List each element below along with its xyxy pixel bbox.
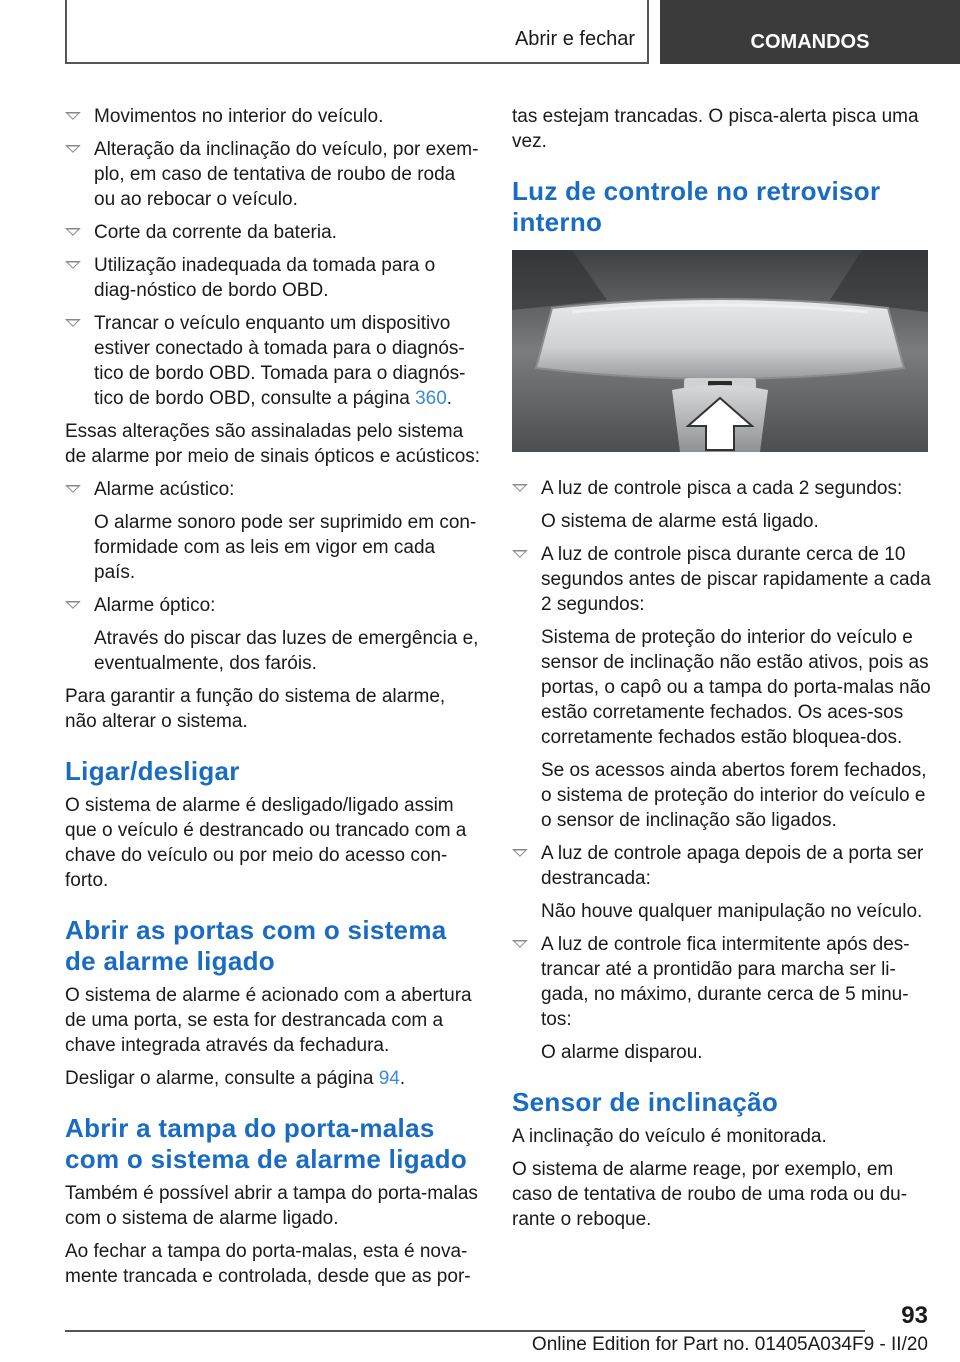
footer-divider bbox=[65, 1330, 865, 1332]
paragraph-alerts: Essas alterações são assinaladas pelo sistema de alarme por meio de sinais ópticos e acústicos: bbox=[65, 421, 481, 467]
triangle-bullet-icon bbox=[512, 484, 528, 492]
list-item-detail: O sistema de alarme está ligado. bbox=[541, 511, 819, 532]
section-title: Abrir e fechar bbox=[514, 28, 635, 50]
triangle-bullet-icon bbox=[65, 112, 81, 120]
list-item-text: A luz de controle apaga depois de a porta ser destrancada: bbox=[541, 843, 924, 889]
list-item-text: Corte da corrente da bateria. bbox=[94, 222, 337, 243]
punctuation: . bbox=[446, 388, 453, 409]
list-item bbox=[65, 137, 481, 212]
list-item-detail: O alarme disparou. bbox=[541, 1042, 703, 1063]
optical-description: Através do piscar das luzes de emergência e, eventualmente, dos faróis. bbox=[94, 628, 479, 674]
paragraph-tilt-2: O sistema de alarme reage, por exemplo, em caso de tentativa de roubo de uma roda ou du-rante o reboque. bbox=[512, 1159, 908, 1230]
heading-open-trunk: Abrir a tampa do porta-malas com o sistema de alarme ligado bbox=[65, 1113, 468, 1174]
list-item-text: A luz de controle pisca durante cerca de 10 segundos antes de piscar rapidamente a cada 2 segundos: bbox=[541, 544, 931, 615]
rearview-mirror-image bbox=[512, 250, 928, 452]
list-item bbox=[65, 253, 481, 303]
page-number: 93 bbox=[901, 1302, 928, 1329]
list-item-detail: Se os acessos ainda abertos forem fechados, o sistema de proteção do interior do veículo e o sensor de inclinação são ligados. bbox=[541, 760, 927, 831]
chapter-label: COMANDOS bbox=[750, 31, 870, 53]
triangle-bullet-icon bbox=[65, 319, 81, 327]
heading-control-light: Luz de controle no retrovisor interno bbox=[512, 176, 881, 237]
list-item bbox=[512, 841, 932, 891]
list-item bbox=[512, 542, 932, 617]
mirror-illustration bbox=[512, 250, 928, 452]
heading-tilt-sensor: Sensor de inclinação bbox=[512, 1087, 779, 1117]
list-item bbox=[65, 311, 481, 411]
paragraph-tilt-1: A inclinação do veículo é monitorada. bbox=[512, 1126, 827, 1147]
heading-on-off: Ligar/desligar bbox=[65, 756, 240, 786]
list-item bbox=[65, 593, 481, 618]
list-item bbox=[65, 477, 481, 502]
triangle-bullet-icon bbox=[65, 601, 81, 609]
paragraph-guarantee: Para garantir a função do sistema de alarme, não alterar o sistema. bbox=[65, 686, 446, 732]
list-item-text: Alteração da inclinação do veículo, por exem-plo, em caso de tentativa de roubo de roda ou ao rebocar o veículo. bbox=[94, 139, 479, 210]
paragraph-trunk-1: Também é possível abrir a tampa do porta-malas com o sistema de alarme ligado. bbox=[65, 1183, 478, 1229]
page-link-360[interactable]: 360 bbox=[415, 388, 447, 409]
list-item-text: Trancar o veículo enquanto um dispositivo estiver conectado à tomada para o diagnós-tico de bordo OBD. Tomada para o diagnós-tico de bordo OBD, consulte a página bbox=[94, 313, 466, 409]
triangle-bullet-icon bbox=[512, 940, 528, 948]
heading-open-doors: Abrir as portas com o sistema de alarme ligado bbox=[65, 915, 447, 976]
list-item bbox=[512, 932, 932, 1032]
list-item-detail: Não houve qualquer manipulação no veículo. bbox=[541, 901, 923, 922]
list-item-text: Movimentos no interior do veículo. bbox=[94, 106, 384, 127]
chapter-tab bbox=[660, 0, 960, 64]
list-item-text: A luz de controle pisca a cada 2 segundos: bbox=[541, 478, 903, 499]
paragraph-text: Desligar o alarme, consulte a página bbox=[65, 1068, 379, 1089]
paragraph-disarm bbox=[65, 1066, 481, 1091]
triangle-bullet-icon bbox=[65, 228, 81, 236]
list-item-text: Alarme acústico: bbox=[94, 479, 235, 500]
paragraph-on-off: O sistema de alarme é desligado/ligado assim que o veículo é destrancado ou trancado com a chave do veículo ou por meio do acesso con-forto. bbox=[65, 795, 467, 891]
punctuation: . bbox=[399, 1068, 406, 1089]
paragraph-trunk-2: Ao fechar a tampa do porta-malas, esta é nova-mente trancada e controlada, desde que as por- bbox=[65, 1241, 471, 1287]
edition-footer: Online Edition for Part no. 01405A034F9 - II/20 bbox=[531, 1334, 928, 1355]
triangle-bullet-icon bbox=[512, 550, 528, 558]
triangle-bullet-icon bbox=[65, 485, 81, 493]
acoustic-description: O alarme sonoro pode ser suprimido em con-formidade com as leis em vigor em cada país. bbox=[94, 512, 477, 583]
list-item bbox=[65, 220, 481, 245]
left-column bbox=[65, 104, 481, 1297]
paragraph-open-doors: O sistema de alarme é acionado com a abertura de uma porta, se esta for destrancada com a chave integrada através da fechadura. bbox=[65, 985, 472, 1056]
triangle-bullet-icon bbox=[65, 261, 81, 269]
list-item-text: Utilização inadequada da tomada para o diag-nóstico de bordo OBD. bbox=[94, 255, 436, 301]
list-item bbox=[512, 476, 932, 501]
right-column bbox=[512, 104, 932, 1240]
triangle-bullet-icon bbox=[512, 849, 528, 857]
list-item-detail: Sistema de proteção do interior do veículo e sensor de inclinação não estão ativos, pois as portas, o capô ou a tampa do porta-malas não estão corretamente fechados. Os aces-sos corretamente fechados estão bloquea-dos. bbox=[541, 627, 931, 748]
page-link-94[interactable]: 94 bbox=[378, 1068, 400, 1089]
paragraph-continued: tas estejam trancadas. O pisca-alerta pisca uma vez. bbox=[512, 106, 919, 152]
list-item bbox=[65, 104, 481, 129]
triangle-bullet-icon bbox=[65, 145, 81, 153]
list-item-text: A luz de controle fica intermitente após des-trancar até a prontidão para marcha ser li-gada, no máximo, durante cerca de 5 minu-tos: bbox=[541, 934, 910, 1030]
list-item-text: Alarme óptico: bbox=[94, 595, 216, 616]
